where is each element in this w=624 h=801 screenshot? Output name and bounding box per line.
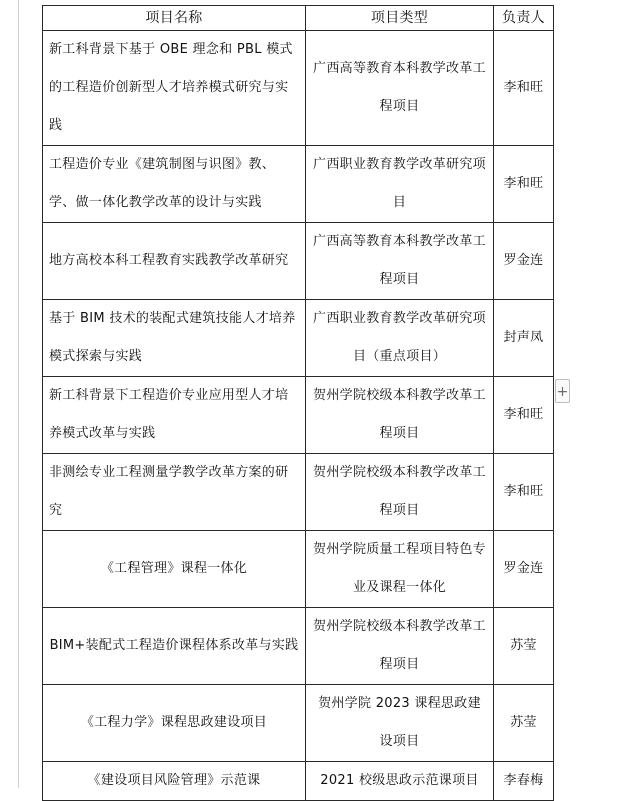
project-name-cell[interactable]: 新工科背景下基于 OBE 理念和 PBL 模式的工程造价创新型人才培养模式研究与实践	[43, 31, 306, 146]
project-type-cell[interactable]: 广西职业教育教学改革研究项目（重点项目）	[306, 300, 494, 377]
table-row	[43, 608, 554, 685]
owner-cell[interactable]: 苏莹	[494, 608, 554, 685]
project-type-cell[interactable]: 贺州学院质量工程项目特色专业及课程一体化	[306, 531, 494, 608]
table-row	[43, 146, 554, 223]
project-name-cell[interactable]: 地方高校本科工程教育实践教学改革研究	[43, 223, 306, 300]
project-type-cell[interactable]: 贺州学院校级本科教学改革工程项目	[306, 454, 494, 531]
project-name-cell[interactable]: 基于 BIM 技术的装配式建筑技能人才培养模式探索与实践	[43, 300, 306, 377]
owner-cell[interactable]: 封声凤	[494, 300, 554, 377]
project-type-cell[interactable]: 广西职业教育教学改革研究项目	[306, 146, 494, 223]
project-type-cell[interactable]: 贺州学院校级本科教学改革工程项目	[306, 608, 494, 685]
project-name-cell[interactable]: 工程造价专业《建筑制图与识图》教、学、做一体化教学改革的设计与实践	[43, 146, 306, 223]
owner-cell[interactable]: 李春梅	[494, 762, 554, 801]
table-header-row	[43, 6, 554, 31]
table-row	[43, 762, 554, 801]
owner-cell[interactable]: 李和旺	[494, 454, 554, 531]
project-type-cell[interactable]: 广西高等教育本科教学改革工程项目	[306, 31, 494, 146]
project-name-cell[interactable]: 《工程管理》课程一体化	[43, 531, 306, 608]
projects-table	[42, 5, 554, 801]
table-row	[43, 531, 554, 608]
page-margin-line	[18, 0, 19, 788]
table-row	[43, 31, 554, 146]
project-name-cell[interactable]: 新工科背景下工程造价专业应用型人才培养模式改革与实践	[43, 377, 306, 454]
project-type-cell[interactable]: 广西高等教育本科教学改革工程项目	[306, 223, 494, 300]
table-row	[43, 377, 554, 454]
table-row	[43, 685, 554, 762]
owner-cell[interactable]: 罗金连	[494, 531, 554, 608]
header-project-name: 项目名称	[43, 6, 306, 31]
table-row	[43, 300, 554, 377]
owner-cell[interactable]: 李和旺	[494, 31, 554, 146]
project-type-cell[interactable]: 贺州学院 2023 课程思政建设项目	[306, 685, 494, 762]
owner-cell[interactable]: 罗金连	[494, 223, 554, 300]
project-type-cell[interactable]: 贺州学院校级本科教学改革工程项目	[306, 377, 494, 454]
project-type-cell[interactable]: 2021 校级思政示范课项目	[306, 762, 494, 801]
owner-cell[interactable]: 苏莹	[494, 685, 554, 762]
table-row	[43, 223, 554, 300]
project-name-cell[interactable]: BIM+装配式工程造价课程体系改革与实践	[43, 608, 306, 685]
project-name-cell[interactable]: 《工程力学》课程思政建设项目	[43, 685, 306, 762]
owner-cell[interactable]: 李和旺	[494, 377, 554, 454]
project-name-cell[interactable]: 非测绘专业工程测量学教学改革方案的研究	[43, 454, 306, 531]
header-owner: 负责人	[494, 6, 554, 31]
header-project-type: 项目类型	[306, 6, 494, 31]
project-name-cell[interactable]: 《建设项目风险管理》示范课	[43, 762, 306, 801]
add-row-button[interactable]: +	[555, 379, 570, 403]
owner-cell[interactable]: 李和旺	[494, 146, 554, 223]
table-row	[43, 454, 554, 531]
